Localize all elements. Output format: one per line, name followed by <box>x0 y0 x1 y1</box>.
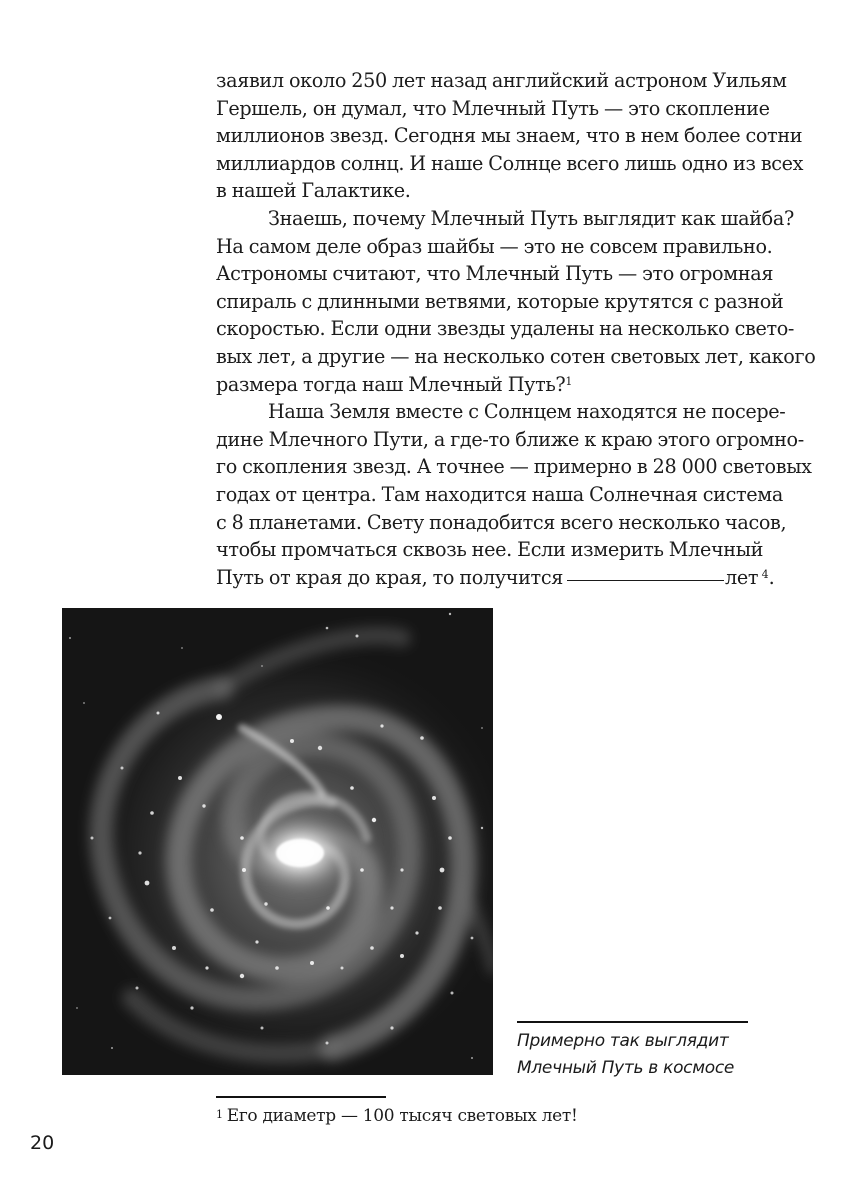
footnote <box>216 1104 578 1128</box>
galaxy-photo <box>62 608 493 1075</box>
text-line-with-blank <box>216 564 775 592</box>
text-line: спираль с длинными ветвями, которые крутятся с разной <box>216 289 784 313</box>
text-before-blank: Путь от края до края, то получится <box>216 565 563 589</box>
footnote-rule <box>216 1096 386 1098</box>
body-text <box>216 67 816 591</box>
text-line: миллионов звезд. Сегодня мы знаем, что в нем более сотни <box>216 124 803 148</box>
text-line: Наша Земля вместе с Солнцем находятся не посере- <box>268 400 786 424</box>
text-line: скоростью. Если одни звезды удалены на несколько свето- <box>216 317 795 341</box>
text-line: Гершель, он думал, что Млечный Путь — это скопление <box>216 96 770 120</box>
text-line: дине Млечного Пути, а где-то ближе к краю этого огромно- <box>216 427 804 451</box>
footnote-mark: 1 <box>216 1108 223 1121</box>
text-line: заявил около 250 лет назад английский астроном Уильям <box>216 69 787 92</box>
footnote-reference[interactable]: 1 <box>565 374 573 388</box>
text-line <box>216 371 748 399</box>
spiral-galaxy-image <box>62 608 493 1075</box>
text-line: На самом деле образ шайбы — это не совсем правильно. <box>216 234 773 258</box>
paragraph-1 <box>216 67 804 205</box>
paragraph-2 <box>216 205 816 398</box>
text-line: с 8 планетами. Свету понадобится всего несколько часов, <box>216 510 787 534</box>
caption-rule <box>517 1021 748 1023</box>
caption-line: Млечный Путь в космосе <box>517 1058 735 1078</box>
text-line: Знаешь, почему Млечный Путь выглядит как шайба? <box>268 206 794 230</box>
paragraph-3 <box>216 398 812 591</box>
text-line: чтобы промчаться сквозь нее. Если измерить Млечный <box>216 538 764 562</box>
figure-caption <box>517 1028 757 1082</box>
caption-line: Примерно так выглядит <box>517 1031 729 1051</box>
footnote-reference[interactable]: 4 <box>761 567 769 581</box>
page-number: 20 <box>30 1132 55 1154</box>
text-after-blank: лет <box>724 565 759 589</box>
text-line: в нашей Галактике. <box>216 179 411 203</box>
text-line-content: размера тогда наш Млечный Путь? <box>216 372 566 396</box>
text-line: годах от центра. Там находится наша Солнечная система <box>216 482 783 506</box>
text-line: Астрономы считают, что Млечный Путь — это огромная <box>216 262 774 286</box>
text-line: вых лет, а другие — на несколько сотен световых лет, какого <box>216 344 816 368</box>
text-line: миллиардов солнц. И наше Солнце всего лишь одно из всех <box>216 151 804 175</box>
text-line: го скопления звезд. А точнее — примерно в 28 000 световых <box>216 455 812 479</box>
sentence-end: . <box>768 565 775 589</box>
footnote-text: Его диаметр — 100 тысяч световых лет! <box>226 1106 578 1126</box>
fill-in-blank[interactable] <box>567 562 724 581</box>
